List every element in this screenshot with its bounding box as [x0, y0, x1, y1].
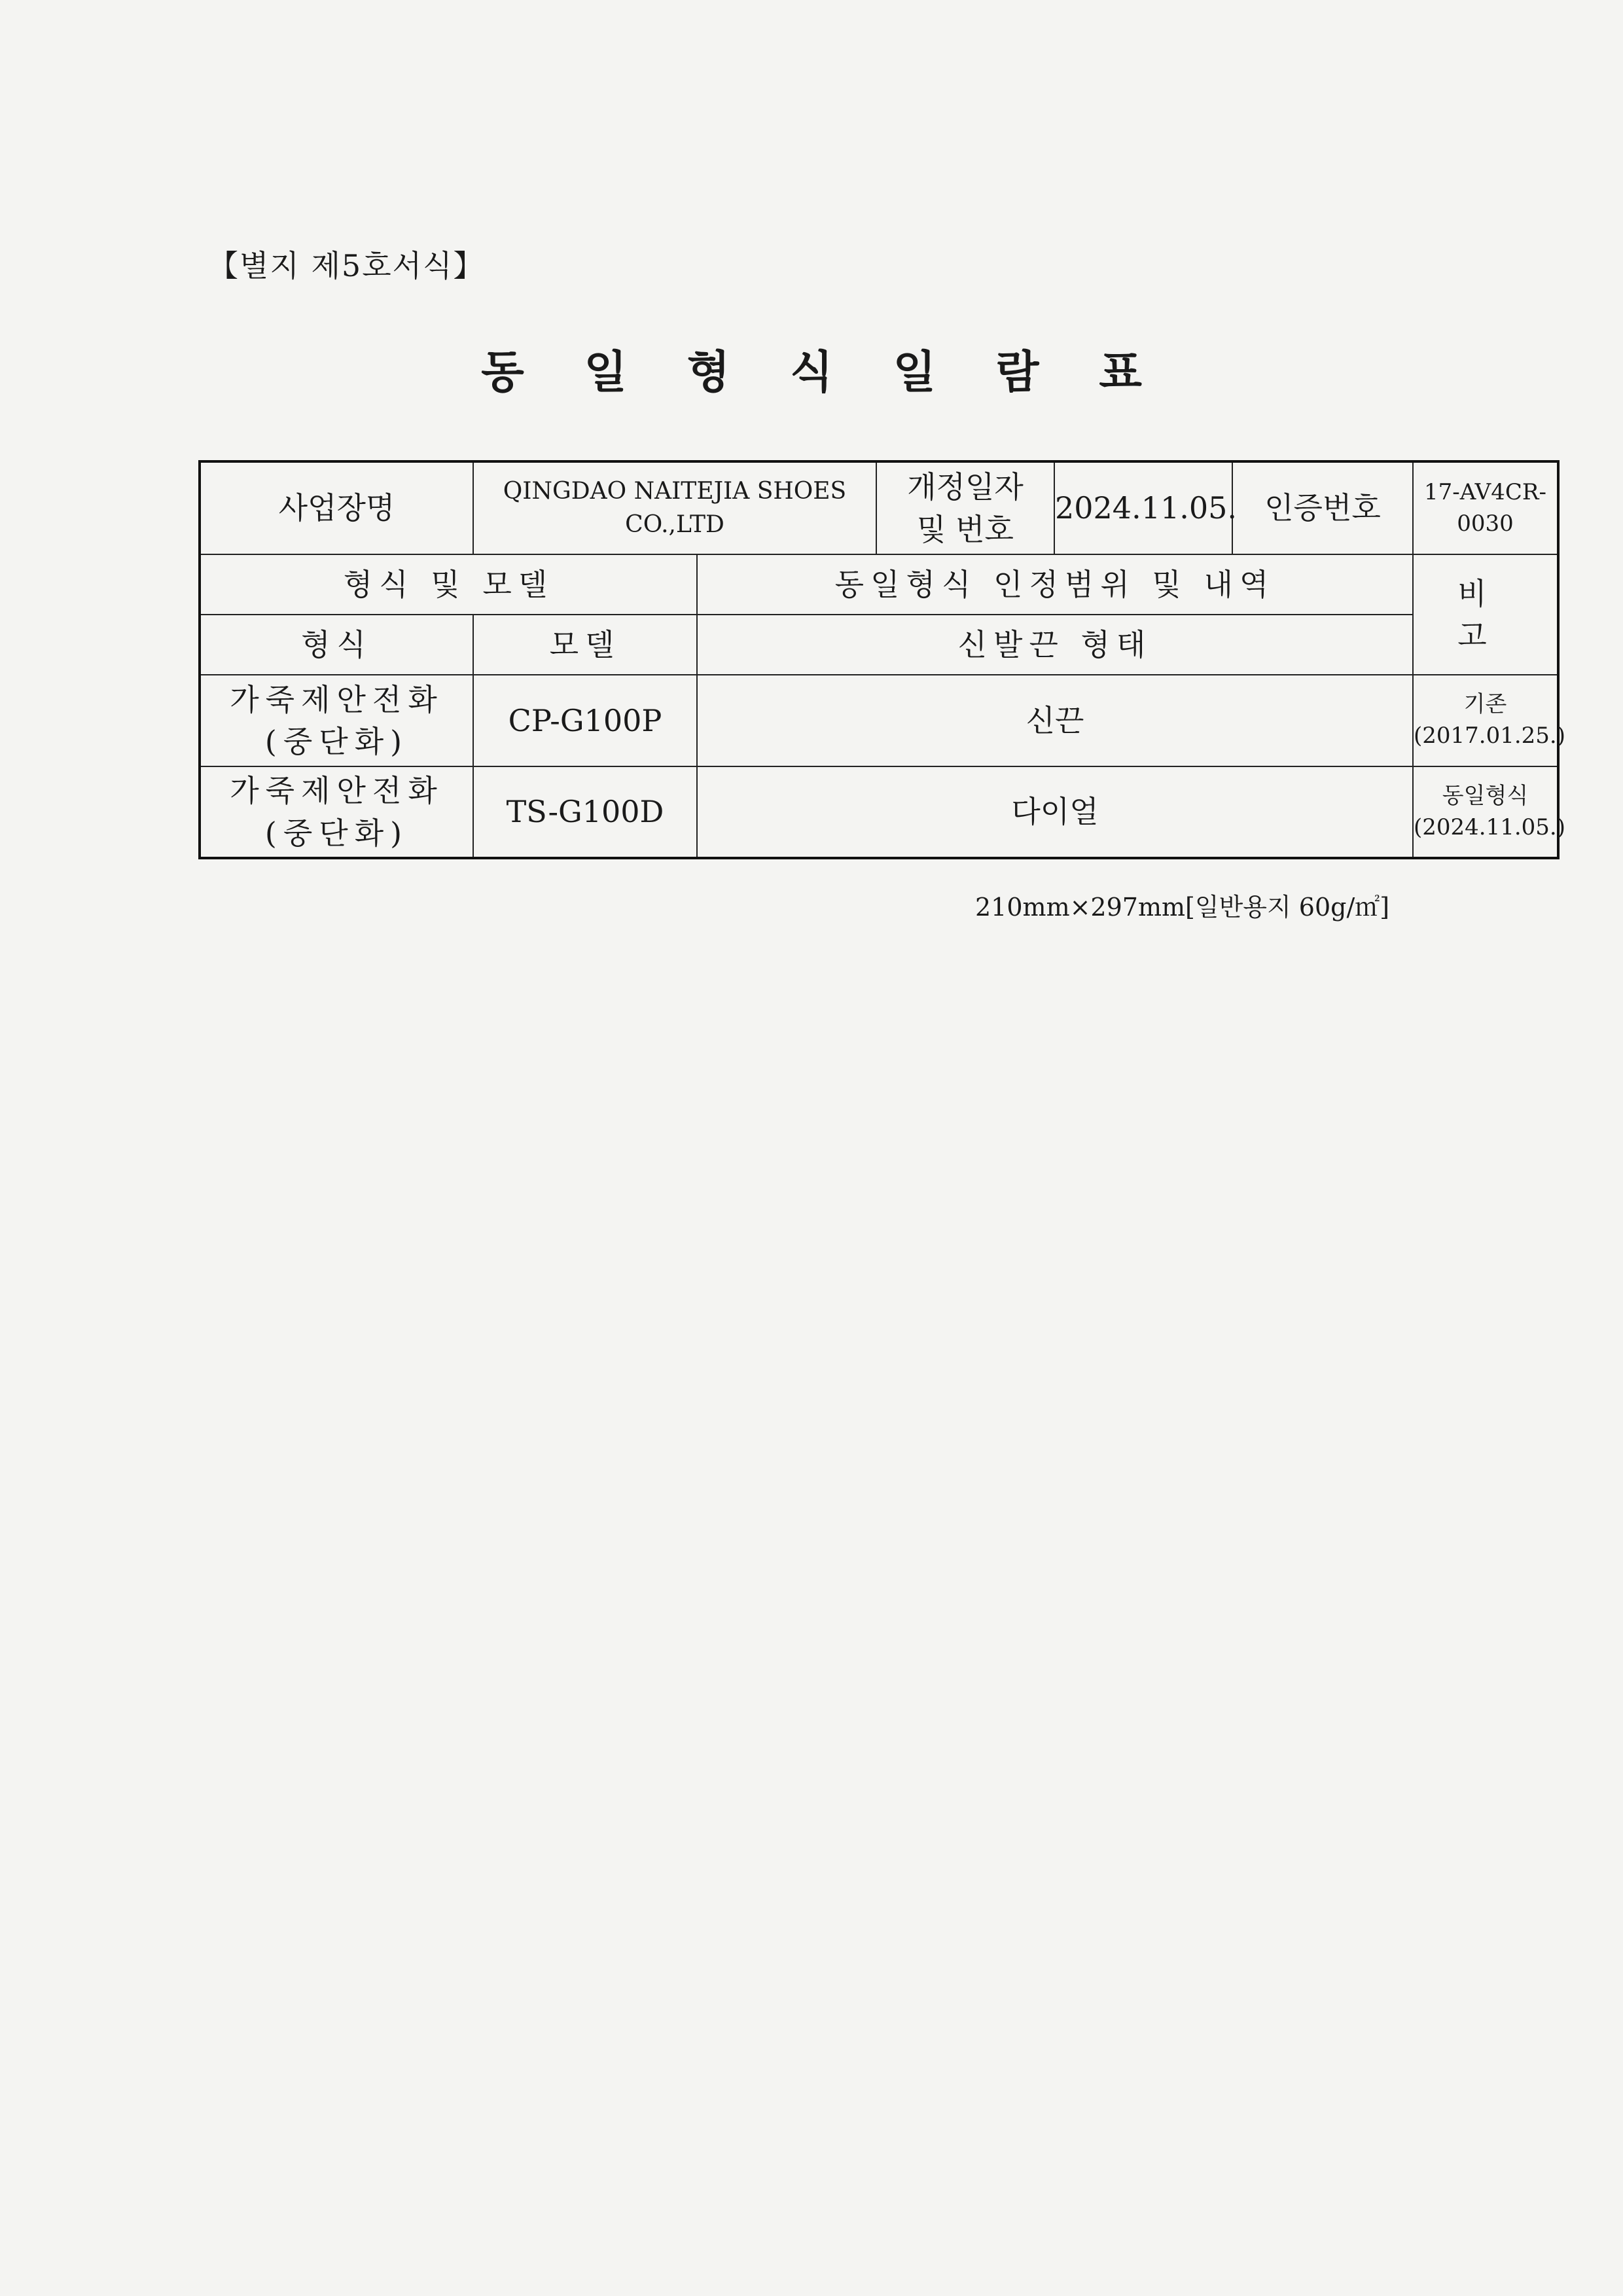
table-row — [200, 675, 1558, 766]
cert-number-label: 인증번호 — [1232, 461, 1413, 554]
type-cell: 가죽제안전화 (중단화) — [200, 766, 473, 858]
type-column-header: 형식 — [200, 615, 473, 675]
model-column-header: 모델 — [473, 615, 697, 675]
equivalent-type-table — [198, 460, 1566, 859]
model-cell: TS-G100D — [473, 766, 697, 858]
strap-form-cell: 다이얼 — [697, 766, 1413, 858]
strap-form-cell: 신끈 — [697, 675, 1413, 766]
model-cell: CP-G100P — [473, 675, 697, 766]
strap-form-column-header: 신발끈 형태 — [697, 615, 1413, 675]
revision-label: 개정일자 및 번호 — [876, 461, 1054, 554]
column-header-row — [200, 615, 1558, 675]
type-and-model-header: 형식 및 모델 — [200, 554, 697, 615]
revision-date: 2024.11.05. — [1054, 461, 1232, 554]
remarks-header: 비 고 — [1413, 554, 1558, 675]
remark-cell: 기존 (2017.01.25.) — [1413, 675, 1558, 766]
table-row — [200, 766, 1558, 858]
scope-header: 동일형식 인정범위 및 내역 — [697, 554, 1413, 615]
form-label: 【별지 제5호서식】 — [208, 248, 485, 283]
type-cell: 가죽제안전화 (중단화) — [200, 675, 473, 766]
group-header-row — [200, 554, 1558, 615]
remark-cell: 동일형식 (2024.11.05.) — [1413, 766, 1558, 858]
document-title: 동 일 형 식 일 람 표 — [481, 346, 1164, 399]
business-name-label: 사업장명 — [200, 461, 473, 554]
business-name-value: QINGDAO NAITEJIA SHOES CO.,LTD — [473, 461, 876, 554]
header-row — [200, 461, 1558, 554]
cert-number: 17-AV4CR-0030 — [1413, 461, 1558, 554]
paper-size-note: 210mm×297mm[일반용지 60g/㎡] — [975, 893, 1390, 922]
